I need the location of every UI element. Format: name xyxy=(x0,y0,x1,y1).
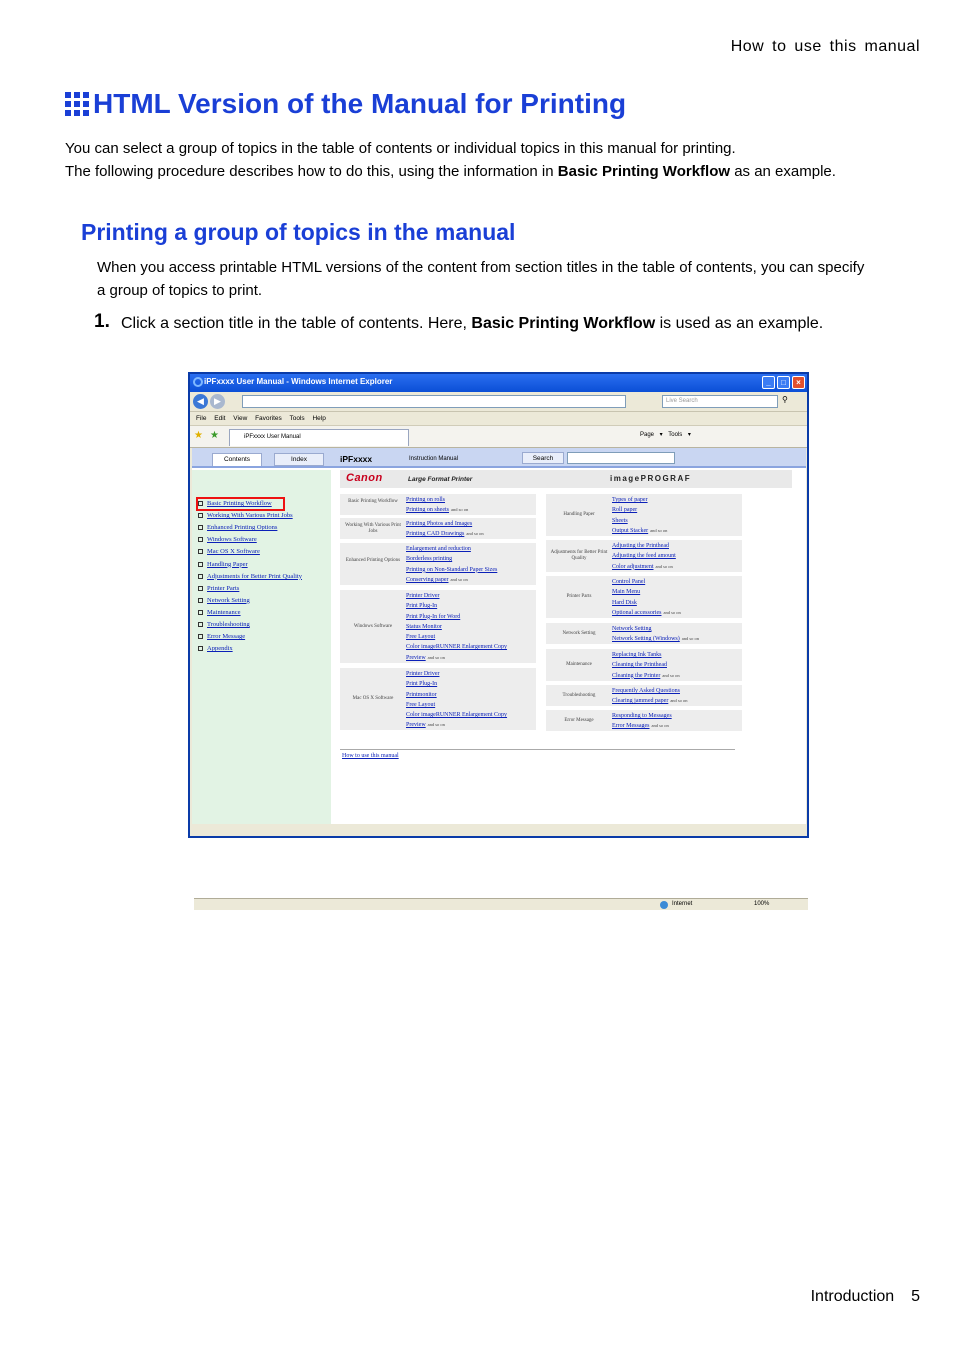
toc-panel xyxy=(192,470,331,824)
toc-link[interactable]: Working With Various Print Jobs xyxy=(207,512,293,520)
topic-category: Enhanced Printing Options xyxy=(345,558,401,563)
add-favorite-icon[interactable]: ★ xyxy=(210,430,219,441)
topic-link[interactable]: Clearing jammed paper xyxy=(612,698,669,705)
toc-link[interactable]: Printer Parts xyxy=(207,584,240,592)
expand-icon[interactable] xyxy=(198,622,203,627)
ie-icon xyxy=(193,377,203,387)
running-header: How to use this manual xyxy=(730,38,920,55)
topic-block xyxy=(546,494,742,536)
toc-item[interactable] xyxy=(198,524,277,531)
search-input[interactable]: Live Search xyxy=(662,395,778,408)
toc-link[interactable]: Windows Software xyxy=(207,536,257,544)
topic-links xyxy=(612,650,680,681)
expand-icon[interactable] xyxy=(198,634,203,639)
page-number: 5 xyxy=(911,1288,920,1305)
topic-block xyxy=(546,685,742,706)
toc-item[interactable] xyxy=(198,597,250,604)
topic-links xyxy=(406,669,507,731)
topic-links xyxy=(612,711,672,732)
and-so-on: and so on xyxy=(651,723,669,729)
topic-links xyxy=(406,591,507,663)
status-bar xyxy=(194,898,808,910)
topic-category: Network Setting xyxy=(562,630,596,636)
topic-link[interactable]: Color imageRUNNER Enlargement Copy xyxy=(406,644,508,651)
how-to-link[interactable]: How to use this manual xyxy=(342,753,399,759)
topic-category: Mac OS X Software xyxy=(352,696,394,701)
and-so-on: and so on xyxy=(650,527,668,533)
maximize-icon[interactable]: □ xyxy=(777,376,790,389)
canon-logo: Canon xyxy=(346,472,383,484)
topic-link[interactable]: Printmonitor xyxy=(406,691,437,698)
toc-item[interactable] xyxy=(198,645,233,652)
topic-category: Handling Paper xyxy=(563,512,595,517)
topic-link[interactable]: Types of paper xyxy=(612,497,648,503)
topic-block xyxy=(340,543,536,585)
toc-link[interactable]: Basic Printing Workflow xyxy=(207,500,272,507)
topic-link[interactable]: Printing on Non-Standard Paper Sizes xyxy=(406,566,498,573)
toc-item[interactable] xyxy=(198,585,239,592)
toc-link[interactable]: Enhanced Printing Options xyxy=(207,524,278,532)
banner-subtitle: Large Format Printer xyxy=(408,476,473,483)
back-icon[interactable]: ◀ xyxy=(193,394,208,409)
topic-link[interactable]: Print Plug-In xyxy=(406,681,438,688)
topic-link[interactable]: Optional accessories xyxy=(612,609,662,616)
manual-name: Instruction Manual xyxy=(409,456,459,462)
expand-icon[interactable] xyxy=(198,574,203,579)
topic-link[interactable]: Printing on rolls xyxy=(406,497,446,503)
page-title-text: HTML Version of the Manual for Printing xyxy=(93,88,627,119)
minimize-icon[interactable]: _ xyxy=(762,376,775,389)
topic-block xyxy=(546,649,742,681)
topic-link[interactable]: Cleaning the Printhead xyxy=(612,662,667,669)
toc-item[interactable] xyxy=(198,548,260,555)
toolbar-right[interactable]: Page ▾ Tools ▾ xyxy=(640,432,691,438)
toc-item[interactable] xyxy=(198,536,257,543)
topic-link[interactable]: Output Stacker xyxy=(612,527,649,534)
toc-item[interactable] xyxy=(198,609,241,616)
and-so-on: and so on xyxy=(670,698,688,704)
topic-category: Basic Printing Workflow xyxy=(348,498,398,504)
divider xyxy=(340,749,735,750)
topic-block xyxy=(340,590,536,663)
and-so-on: and so on xyxy=(663,609,681,615)
topic-links xyxy=(612,541,676,572)
menu-bar[interactable]: File Edit View Favorites Tools Help xyxy=(190,412,807,426)
topic-category: Windows Software xyxy=(353,623,393,629)
topic-link[interactable]: Status Monitor xyxy=(406,623,442,630)
toc-link[interactable]: Maintenance xyxy=(207,608,241,616)
topic-category: Troubleshooting xyxy=(562,692,596,698)
topic-link[interactable]: Hard Disk xyxy=(612,599,637,606)
banner xyxy=(340,470,792,488)
topic-link[interactable]: Preview xyxy=(406,722,426,729)
topic-link[interactable]: Replacing Ink Tanks xyxy=(612,652,662,658)
topic-category: Working With Various Print Jobs xyxy=(345,522,401,534)
topic-link[interactable]: Printer Driver xyxy=(406,593,440,599)
expand-icon[interactable] xyxy=(198,646,203,651)
and-so-on: and so on xyxy=(427,654,445,660)
topic-links xyxy=(612,577,681,618)
toc-item[interactable] xyxy=(198,500,272,507)
topic-link[interactable]: Color imageRUNNER Enlargement Copy xyxy=(406,712,508,719)
address-bar-row xyxy=(190,392,807,412)
section-heading: Printing a group of topics in the manual xyxy=(81,219,516,245)
toc-item[interactable] xyxy=(198,512,293,519)
browser-tab[interactable]: iPFxxxx User Manual xyxy=(229,429,409,446)
imageprograf-logo: imagePROGRAF xyxy=(610,474,692,483)
topic-link[interactable]: Free Layout xyxy=(406,701,436,708)
topic-link[interactable]: Printing on sheets xyxy=(406,507,449,514)
toc-link[interactable]: Troubleshooting xyxy=(207,621,250,628)
favorites-bar xyxy=(190,426,807,448)
topic-link[interactable]: Roll paper xyxy=(612,507,638,514)
topic-links xyxy=(406,544,497,585)
page-content xyxy=(192,448,806,907)
and-so-on: and so on xyxy=(466,531,484,537)
topic-category: Printer Parts xyxy=(566,594,592,599)
toc-link[interactable]: Mac OS X Software xyxy=(207,548,260,556)
and-so-on: and so on xyxy=(655,563,673,569)
topic-block xyxy=(340,518,536,539)
topic-link[interactable]: Borderless printing xyxy=(406,556,453,563)
expand-icon[interactable] xyxy=(198,562,203,567)
topic-link[interactable]: Error Messages xyxy=(612,723,650,730)
topic-block xyxy=(340,668,536,730)
zoom-label[interactable]: 100% xyxy=(754,901,770,907)
expand-icon[interactable] xyxy=(198,549,203,554)
tab-contents[interactable]: Contents xyxy=(212,453,262,466)
address-input[interactable] xyxy=(242,395,626,408)
topic-link[interactable]: Responding to Messages xyxy=(612,713,672,719)
forward-icon[interactable]: ▶ xyxy=(210,394,225,409)
window-titlebar: iPFxxxx User Manual - Windows Internet Explorer _ □ × xyxy=(190,374,807,392)
step-1 xyxy=(94,310,864,337)
topic-block xyxy=(340,494,536,515)
toc-item[interactable] xyxy=(198,621,250,628)
topic-link[interactable]: Print Plug-In xyxy=(406,603,438,610)
topic-link[interactable]: Cleaning the Printer xyxy=(612,672,661,679)
close-icon[interactable]: × xyxy=(792,376,805,389)
expand-icon[interactable] xyxy=(198,513,203,518)
manual-search-input[interactable] xyxy=(567,452,675,464)
and-so-on: and so on xyxy=(662,672,680,678)
topic-links xyxy=(406,519,484,540)
topic-category: Maintenance xyxy=(566,662,592,667)
expand-icon[interactable] xyxy=(198,537,203,542)
and-so-on: and so on xyxy=(451,507,469,513)
topic-link[interactable]: Control Panel xyxy=(612,579,646,585)
topic-link[interactable]: Adjusting the Printhead xyxy=(612,543,669,549)
topic-link[interactable]: Network Setting (Windows) xyxy=(612,636,680,643)
toc-link[interactable]: Appendix xyxy=(207,645,233,653)
toc-item[interactable] xyxy=(198,561,248,568)
and-so-on: and so on xyxy=(681,636,699,642)
topic-link[interactable]: Print Plug-In for Word xyxy=(406,613,461,620)
toc-link[interactable]: Network Setting xyxy=(207,596,250,604)
topic-link[interactable]: Main Menu xyxy=(612,589,641,596)
topic-link[interactable]: Preview xyxy=(406,654,426,661)
topic-block xyxy=(546,623,742,644)
star-icon[interactable]: ★ xyxy=(194,430,203,441)
manual-nav xyxy=(192,448,806,468)
topic-block xyxy=(546,710,742,731)
topic-category: Error Message xyxy=(564,717,594,723)
topic-link[interactable]: Printing Photos and Images xyxy=(406,521,473,527)
page-title xyxy=(65,88,626,120)
topic-block xyxy=(546,540,742,572)
expand-icon[interactable] xyxy=(198,501,203,506)
product-name: iPFxxxx xyxy=(340,454,373,464)
toc-link[interactable]: Adjustments for Better Print Quality xyxy=(207,572,302,580)
toc-item[interactable] xyxy=(198,573,302,580)
toc-item[interactable] xyxy=(198,633,245,640)
step-number: 1. xyxy=(94,311,110,332)
topic-links xyxy=(612,624,699,645)
page-footer xyxy=(811,1288,920,1306)
topic-category: Adjustments for Better Print Quality xyxy=(550,550,608,561)
topic-link[interactable]: Printing CAD Drawings xyxy=(406,531,465,538)
search-icon[interactable]: ⚲ xyxy=(782,395,788,404)
topic-link[interactable]: Network Setting xyxy=(612,626,652,632)
globe-icon xyxy=(660,901,668,909)
topic-block xyxy=(546,576,742,618)
topic-link[interactable]: Enlargement and reduction xyxy=(406,546,471,552)
search-button[interactable]: Search xyxy=(522,452,564,464)
toc-link[interactable]: Handling Paper xyxy=(207,560,248,568)
intro-paragraph: You can select a group of topics in the table of contents or individual topics in this manual for printing. The following procedure describes how to do this, using the information in Basic Printing Workflow as an example. xyxy=(65,140,836,180)
browser-screenshot xyxy=(188,372,809,907)
footer-label: Introduction xyxy=(810,1288,895,1305)
contents-main xyxy=(340,470,792,824)
topic-links xyxy=(406,495,468,516)
expand-icon[interactable] xyxy=(198,525,203,530)
topic-links xyxy=(612,686,688,707)
topic-link[interactable]: Color adjustment xyxy=(612,563,654,570)
expand-icon[interactable] xyxy=(198,610,203,615)
tab-index[interactable]: Index xyxy=(274,453,324,466)
zone-label: Internet xyxy=(672,901,693,907)
step-text: Click a section title in the table of contents. Here, Basic Printing Workflow is used as an example. xyxy=(121,315,824,332)
expand-icon[interactable] xyxy=(198,598,203,603)
topic-link[interactable]: Conserving paper xyxy=(406,576,449,583)
topic-link[interactable]: Adjusting the feed amount xyxy=(612,553,676,560)
and-so-on: and so on xyxy=(450,576,468,582)
toc-link[interactable]: Error Message xyxy=(207,633,246,641)
grid-icon xyxy=(65,92,89,116)
topic-link[interactable]: Frequently Asked Questions xyxy=(612,688,680,694)
expand-icon[interactable] xyxy=(198,586,203,591)
topic-links xyxy=(612,495,667,536)
and-so-on: and so on xyxy=(427,722,445,728)
topic-link[interactable]: Printer Driver xyxy=(406,671,440,677)
topic-link[interactable]: Free Layout xyxy=(406,634,436,641)
section-body: When you access printable HTML versions of the content from section titles in the table of contents, you can specify a group of topics to print. xyxy=(97,259,865,299)
topic-link[interactable]: Sheets xyxy=(612,517,628,524)
